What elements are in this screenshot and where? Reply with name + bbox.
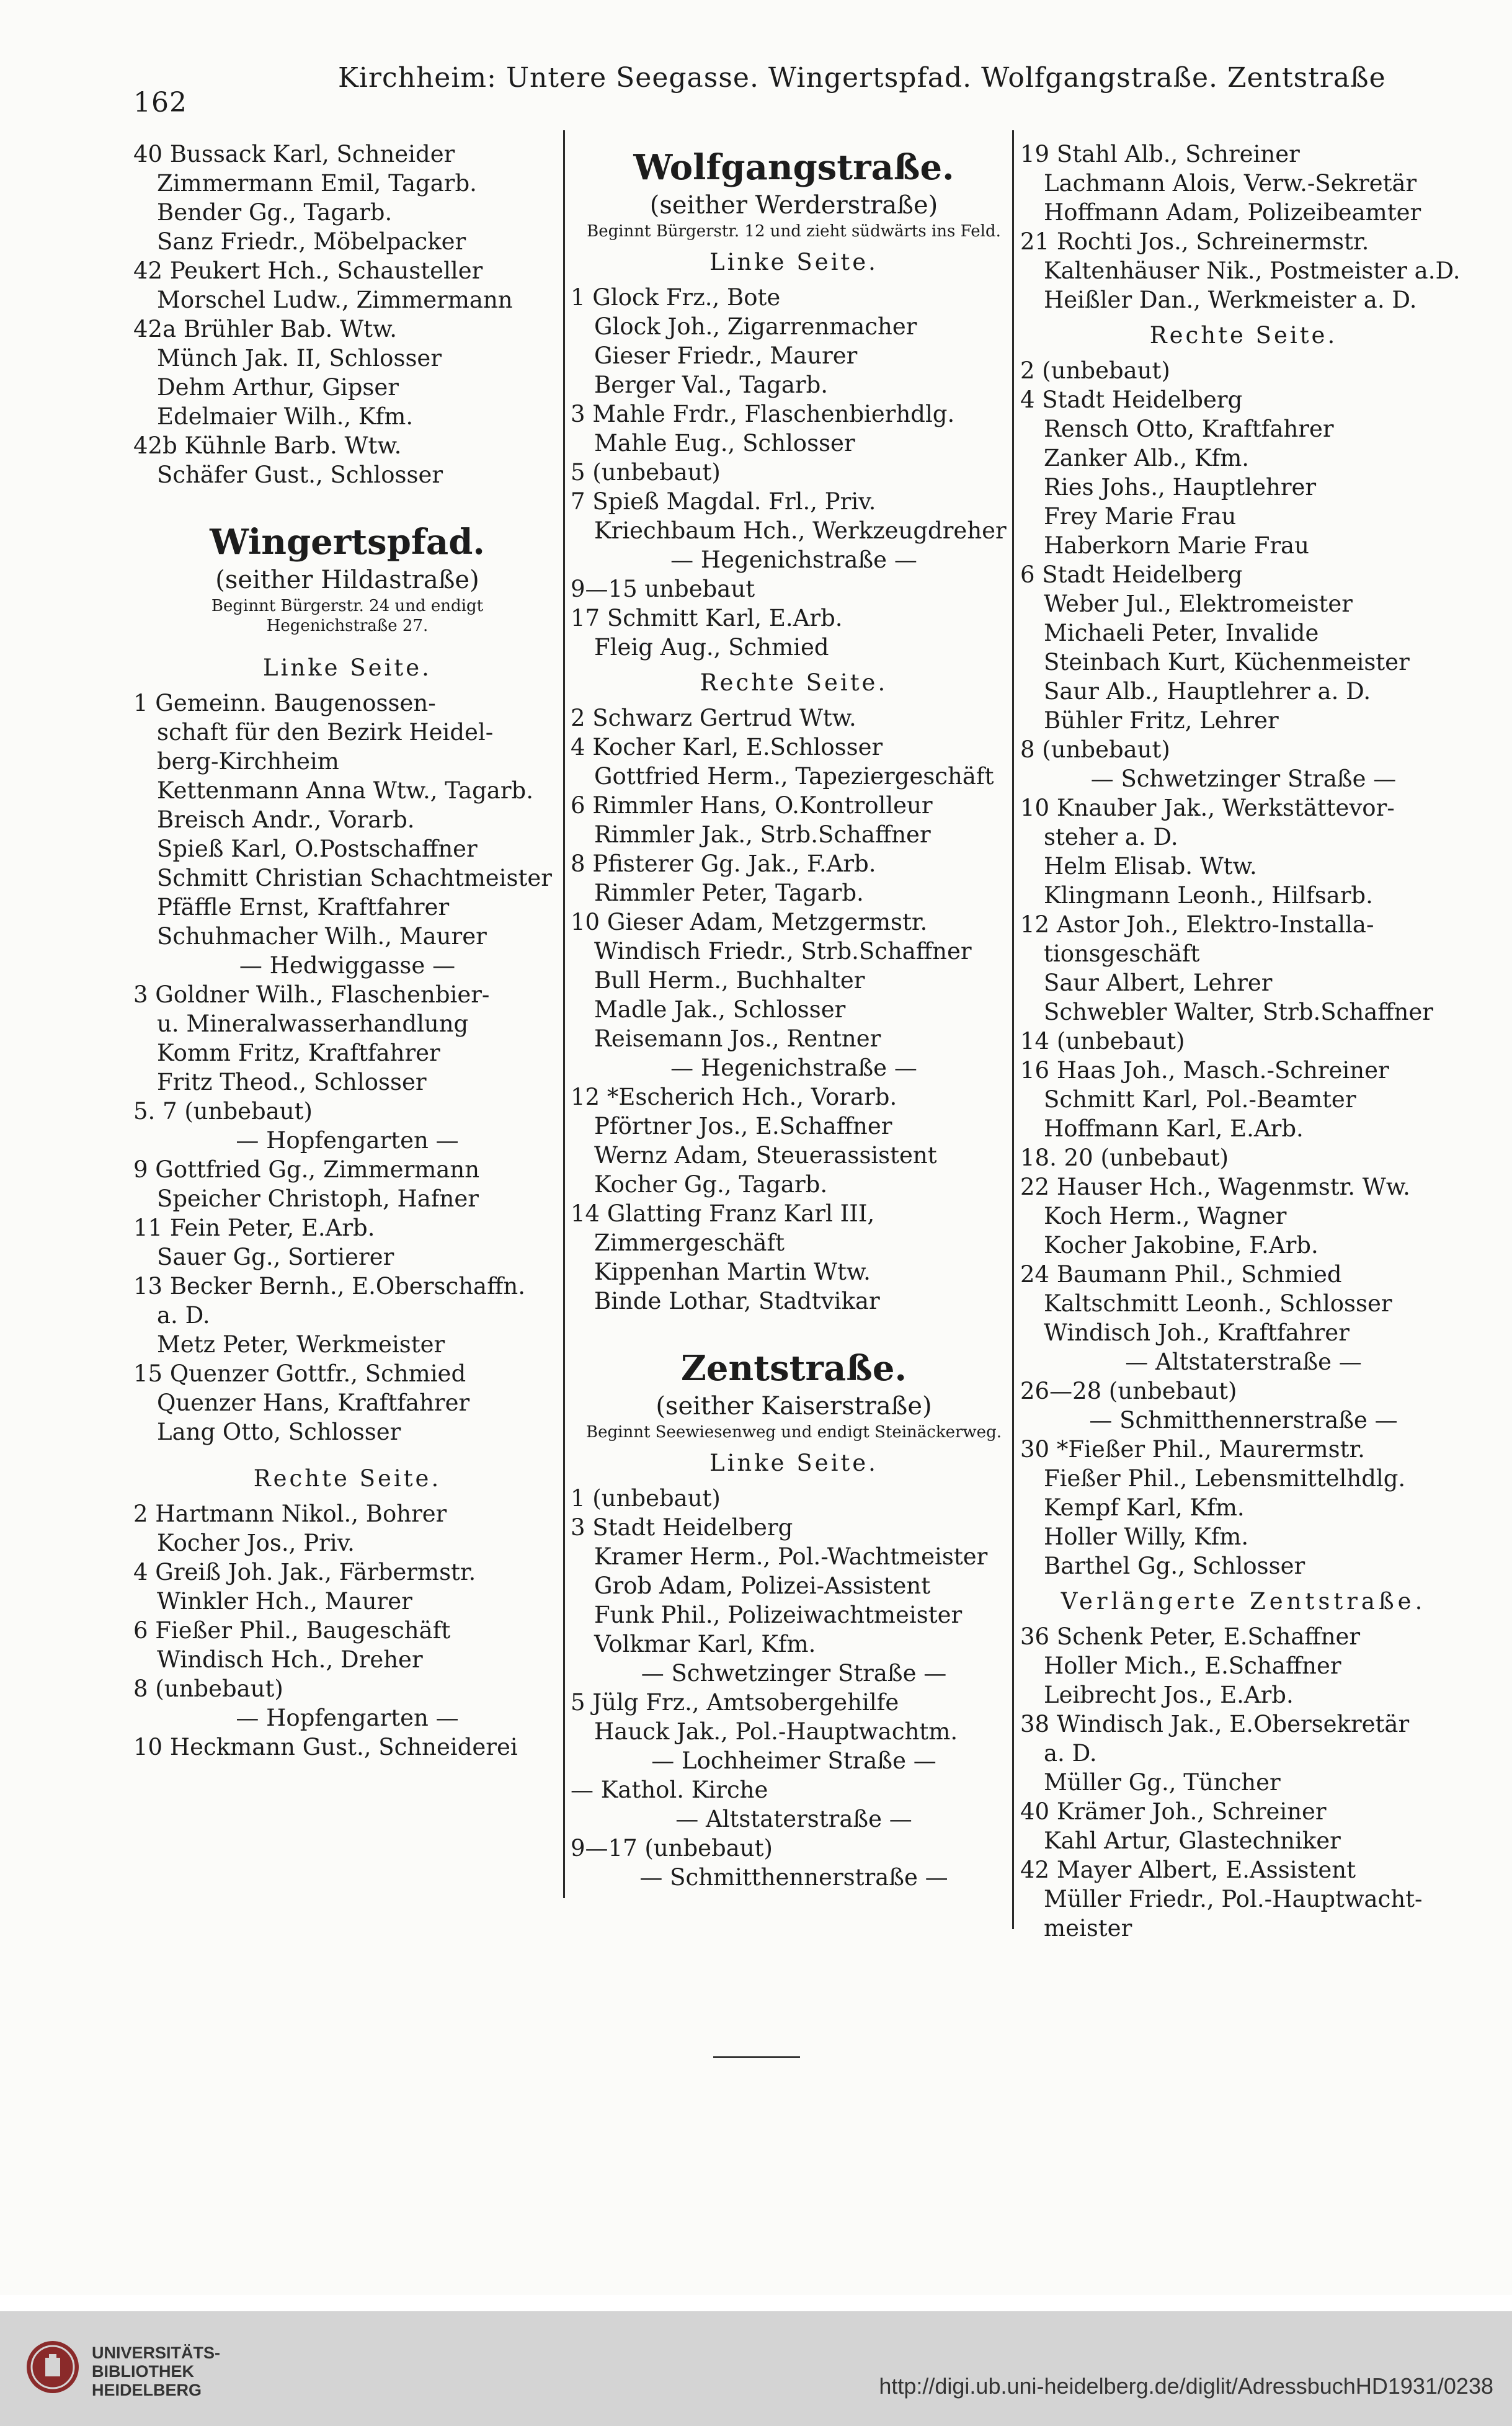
- list-left: [133, 689, 561, 1447]
- list-item: Windisch Joh., Kraftfahrer: [1044, 1319, 1350, 1346]
- crossing: — Hedwiggasse —: [239, 952, 456, 979]
- list-item: Kocher Gg., Tagarb.: [594, 1171, 828, 1198]
- list-item: Hoffmann Adam, Polizeibeamter: [1044, 199, 1421, 226]
- list-item: Kahl Artur, Glastechniker: [1044, 1827, 1341, 1854]
- crossing: — Altstaterstraße —: [675, 1806, 912, 1832]
- list-item: Kocher Jakobine, F.Arb.: [1044, 1232, 1319, 1259]
- list-item: Reisemann Jos., Rentner: [594, 1025, 881, 1052]
- side-heading: Rechte Seite.: [1149, 322, 1338, 349]
- list-item: Holler Willy, Kfm.: [1044, 1523, 1249, 1550]
- list-item: Fritz Theod., Schlosser: [157, 1069, 427, 1095]
- list-right: [133, 1499, 561, 1762]
- list-item: Glock Joh., Zigarrenmacher: [594, 313, 917, 340]
- list-item: 11 Fein Peter, E.Arb.: [133, 1215, 375, 1241]
- list-item: Kriechbaum Hch., Werkzeugdreher: [594, 517, 1007, 544]
- list-item: 10 Gieser Adam, Metzgermstr.: [571, 909, 928, 935]
- column-2: [571, 140, 1017, 1892]
- former-name: (seither Werderstraße): [649, 191, 938, 220]
- list-item: 17 Schmitt Karl, E.Arb.: [571, 605, 843, 631]
- list-item: Gieser Friedr., Maurer: [594, 342, 858, 369]
- institution-line: HEIDELBERG: [92, 2381, 202, 2399]
- list-item: 38 Windisch Jak., E.Obersekretär: [1020, 1711, 1410, 1737]
- list-item: Breisch Andr., Vorarb.: [157, 806, 415, 833]
- list-item: 1 Gemeinn. Baugenossen-: [133, 690, 436, 716]
- list-item: Frey Marie Frau: [1044, 503, 1237, 530]
- list-item: Steinbach Kurt, Küchenmeister: [1044, 649, 1410, 676]
- list-item: Morschel Ludw., Zimmermann: [157, 287, 513, 313]
- running-title: Kirchheim: Untere Seegasse. Wingertspfad. Wolfgangstraße. Zentstraße: [338, 62, 1386, 94]
- list-item: 21 Rochti Jos., Schreinermstr.: [1020, 228, 1369, 255]
- list-item: Barthel Gg., Schlosser: [1044, 1553, 1305, 1579]
- list-item: 12 Astor Joh., Elektro-Installa-: [1020, 911, 1374, 938]
- side-heading: Linke Seite.: [709, 249, 878, 275]
- list-item: 6 Rimmler Hans, O.Kontrolleur: [571, 792, 933, 819]
- list-item: Lang Otto, Schlosser: [157, 1419, 401, 1445]
- institution-line: BIBLIOTHEK: [92, 2362, 194, 2381]
- list-item: 14 (unbebaut): [1020, 1028, 1185, 1055]
- list-item: 14 Glatting Franz Karl III,: [571, 1200, 875, 1227]
- extension-heading: Verlängerte Zentstraße.: [1061, 1588, 1426, 1615]
- source-url-link[interactable]: http://digi.ub.uni-heidelberg.de/diglit/AdressbuchHD1931/0238: [879, 2373, 1493, 2399]
- list-item: Kramer Herm., Pol.-Wachtmeister: [594, 1543, 988, 1570]
- list-item: Funk Phil., Polizeiwachtmeister: [594, 1602, 963, 1628]
- end-rule: [713, 2056, 800, 2058]
- list-item: 15 Quenzer Gottfr., Schmied: [133, 1360, 466, 1387]
- list-item: 22 Hauser Hch., Wagenmstr. Ww.: [1020, 1174, 1410, 1200]
- crossing: — Hopfengarten —: [236, 1705, 459, 1731]
- list-item: Metz Peter, Werkmeister: [157, 1331, 445, 1358]
- list-item: Rensch Otto, Kraftfahrer: [1044, 416, 1334, 442]
- list-item: Binde Lothar, Stadtvikar: [594, 1288, 880, 1314]
- list-item: 16 Haas Joh., Masch.-Schreiner: [1020, 1057, 1389, 1084]
- list-item: Fleig Aug., Schmied: [594, 634, 829, 661]
- list-right: [1020, 356, 1467, 1581]
- list-item: Lachmann Alois, Verw.-Sekretär: [1044, 170, 1417, 197]
- list-item: Haberkorn Marie Frau: [1044, 532, 1309, 559]
- list-item: 8 (unbebaut): [133, 1675, 283, 1702]
- list-item: 5. 7 (unbebaut): [133, 1098, 313, 1125]
- list-item: Ries Johs., Hauptlehrer: [1044, 474, 1317, 501]
- list-item: 9—17 (unbebaut): [571, 1835, 773, 1862]
- list-item: Michaeli Peter, Invalide: [1044, 620, 1319, 646]
- list-item: a. D.: [1044, 1740, 1097, 1767]
- list-item: 42 Peukert Hch., Schausteller: [133, 257, 483, 284]
- list-item: Sauer Gg., Sortierer: [157, 1244, 394, 1270]
- crossing: — Schwetzinger Straße —: [1090, 765, 1397, 792]
- list-item: tionsgeschäft: [1044, 940, 1200, 967]
- list-item: Klingmann Leonh., Hilfsarb.: [1044, 882, 1373, 909]
- list-extension: [1020, 1622, 1467, 1943]
- list-item: Fießer Phil., Lebensmittelhdlg.: [1044, 1465, 1406, 1492]
- page-number: 162: [133, 87, 187, 118]
- list-item: 18. 20 (unbebaut): [1020, 1144, 1229, 1171]
- list-item: Müller Gg., Tüncher: [1044, 1769, 1281, 1796]
- side-heading: Rechte Seite.: [253, 1465, 442, 1492]
- list-item: Quenzer Hans, Kraftfahrer: [157, 1389, 470, 1416]
- list-item: Schuhmacher Wilh., Maurer: [157, 923, 487, 950]
- list-item: 1 (unbebaut): [571, 1485, 721, 1512]
- list-item: a. D.: [157, 1302, 210, 1329]
- crossing: — Hopfengarten —: [236, 1127, 459, 1154]
- list-item: 5 (unbebaut): [571, 459, 721, 486]
- list-item: steher a. D.: [1044, 824, 1178, 850]
- university-seal-icon: [25, 2339, 81, 2395]
- institution-line: UNIVERSITÄTS-: [92, 2343, 221, 2362]
- street-heading: Wolfgangstraße.: [633, 147, 954, 188]
- list-item: Winkler Hch., Maurer: [157, 1588, 412, 1615]
- list-item: Komm Fritz, Kraftfahrer: [157, 1040, 440, 1066]
- crossing: — Schwetzinger Straße —: [641, 1660, 947, 1687]
- list-item: Dehm Arthur, Gipser: [157, 374, 399, 401]
- list-item: 10 Heckmann Gust., Schneiderei: [133, 1734, 518, 1760]
- list-item: 8 Pfisterer Gg. Jak., F.Arb.: [571, 850, 876, 877]
- list-item: Weber Jul., Elektromeister: [1044, 591, 1353, 617]
- list-item: Rimmler Peter, Tagarb.: [594, 880, 864, 906]
- list-item: 3 Mahle Frdr., Flaschenbierhdlg.: [571, 401, 955, 427]
- list-item: 5 Jülg Frz., Amtsobergehilfe: [571, 1689, 899, 1716]
- list-item: Kaltschmitt Leonh., Schlosser: [1044, 1290, 1392, 1317]
- list-item: Zimmermann Emil, Tagarb.: [157, 170, 477, 197]
- list-item: Kettenmann Anna Wtw., Tagarb.: [157, 777, 533, 804]
- list-item: 42 Mayer Albert, E.Assistent: [1020, 1857, 1356, 1883]
- list-item: Kippenhan Martin Wtw.: [594, 1259, 871, 1285]
- list-item: Müller Friedr., Pol.-Hauptwacht-: [1044, 1886, 1423, 1912]
- list-item: schaft für den Bezirk Heidel-: [157, 719, 494, 746]
- list-item: 42b Kühnle Barb. Wtw.: [133, 432, 402, 459]
- list-item: 9—15 unbebaut: [571, 576, 755, 602]
- list-item: 40 Krämer Joh., Schreiner: [1020, 1798, 1327, 1825]
- list-item: Bender Gg., Tagarb.: [157, 199, 393, 226]
- crossing: — Altstaterstraße —: [1125, 1349, 1362, 1375]
- street-heading: Zentstraße.: [681, 1348, 907, 1389]
- list-item: 9 Gottfried Gg., Zimmermann: [133, 1156, 480, 1183]
- list-item: 4 Kocher Karl, E.Schlosser: [571, 734, 883, 760]
- list-item: 42a Brühler Bab. Wtw.: [133, 316, 398, 342]
- list-item: Bühler Fritz, Lehrer: [1044, 707, 1279, 734]
- former-name: (seither Kaiserstraße): [656, 1392, 932, 1420]
- list-item: Gottfried Herm., Tapeziergeschäft: [594, 763, 994, 790]
- side-heading: Linke Seite.: [263, 654, 432, 681]
- list-item: Speicher Christoph, Hafner: [157, 1185, 479, 1212]
- list-item: u. Mineralwasserhandlung: [157, 1010, 469, 1037]
- column-1: [133, 140, 561, 1762]
- list-item: berg-Kirchheim: [157, 748, 339, 775]
- list-item: Pfäffle Ernst, Kraftfahrer: [157, 894, 450, 921]
- list-item: 6 Fießer Phil., Baugeschäft: [133, 1617, 451, 1644]
- list-item: 2 Schwarz Gertrud Wtw.: [571, 705, 856, 731]
- column-divider: [563, 130, 565, 1898]
- street-heading: Wingertspfad.: [210, 522, 485, 563]
- list-item: Edelmaier Wilh., Kfm.: [157, 403, 414, 430]
- list-item: 2 Hartmann Nikol., Bohrer: [133, 1501, 447, 1527]
- institution-name: [92, 2343, 220, 2399]
- list-item: Schmitt Karl, Pol.-Beamter: [1044, 1086, 1356, 1113]
- list-item: Kocher Jos., Priv.: [157, 1530, 355, 1556]
- list-top: [1020, 140, 1467, 314]
- list-item: 36 Schenk Peter, E.Schaffner: [1020, 1623, 1361, 1650]
- street-note: Beginnt Bürgerstr. 12 und zieht südwärts ins Feld.: [587, 222, 1001, 241]
- crossing: — Hegenichstraße —: [670, 1055, 917, 1081]
- viewer-footer: [0, 2311, 1512, 2426]
- list-item: Heißler Dan., Werkmeister a. D.: [1044, 287, 1417, 313]
- list-item: Volkmar Karl, Kfm.: [594, 1631, 816, 1657]
- list-item: Schwebler Walter, Strb.Schaffner: [1044, 999, 1433, 1025]
- list-item: Grob Adam, Polizei-Assistent: [594, 1572, 931, 1599]
- former-name: (seither Hildastraße): [215, 566, 479, 594]
- crossing: — Lochheimer Straße —: [651, 1747, 936, 1774]
- list-item: meister: [1044, 1915, 1132, 1942]
- list-item: Schäfer Gust., Schlosser: [157, 462, 443, 488]
- list-item: Zanker Alb., Kfm.: [1044, 445, 1250, 471]
- list-item: Rimmler Jak., Strb.Schaffner: [594, 821, 931, 848]
- list-item: Sanz Friedr., Möbelpacker: [157, 228, 466, 255]
- list-item: 4 Stadt Heidelberg: [1020, 386, 1243, 413]
- list-item: Wernz Adam, Steuerassistent: [594, 1142, 937, 1169]
- street-note: Beginnt Bürgerstr. 24 und endigt Hegenichstraße 27.: [211, 597, 484, 635]
- list-top: [133, 140, 561, 489]
- list-item: 30 *Fießer Phil., Maurermstr.: [1020, 1436, 1365, 1463]
- list-item: Pförtner Jos., E.Schaffner: [594, 1113, 892, 1139]
- list-item: 10 Knauber Jak., Werkstättevor-: [1020, 795, 1395, 821]
- list-item: 7 Spieß Magdal. Frl., Priv.: [571, 488, 876, 515]
- list-item: 13 Becker Bernh., E.Oberschaffn.: [133, 1273, 525, 1300]
- list-item: 3 Goldner Wilh., Flaschenbier-: [133, 981, 490, 1008]
- list-item: Kempf Karl, Kfm.: [1044, 1494, 1245, 1521]
- list-item: 6 Stadt Heidelberg: [1020, 561, 1243, 588]
- crossing: — Schmitthennerstraße —: [1089, 1407, 1398, 1434]
- list-item: Windisch Hch., Dreher: [157, 1646, 423, 1673]
- list-item: 8 (unbebaut): [1020, 736, 1170, 763]
- list-item: 40 Bussack Karl, Schneider: [133, 141, 455, 167]
- list-item: Holler Mich., E.Schaffner: [1044, 1652, 1341, 1679]
- crossing: — Schmitthennerstraße —: [639, 1864, 948, 1891]
- list-item: Münch Jak. II, Schlosser: [157, 345, 442, 372]
- list-item: Mahle Eug., Schlosser: [594, 430, 855, 457]
- list-item: Schmitt Christian Schachtmeister: [157, 865, 552, 891]
- street-note: Beginnt Seewiesenweg und endigt Steinäckerweg.: [586, 1423, 1002, 1442]
- list-item: Spieß Karl, O.Postschaffner: [157, 836, 478, 862]
- list-item: Saur Alb., Hauptlehrer a. D.: [1044, 678, 1371, 705]
- list-item: Madle Jak., Schlosser: [594, 996, 846, 1023]
- side-heading: Linke Seite.: [709, 1450, 878, 1476]
- list-left-2: [571, 1484, 1017, 1892]
- list-item: Berger Val., Tagarb.: [594, 372, 829, 398]
- list-item: Zimmergeschäft: [594, 1229, 785, 1256]
- list-item: 12 *Escherich Hch., Vorarb.: [571, 1084, 897, 1110]
- list-item: 3 Stadt Heidelberg: [571, 1514, 793, 1541]
- page-header: [133, 62, 1386, 118]
- list-item: Saur Albert, Lehrer: [1044, 970, 1273, 996]
- list-item: Leibrecht Jos., E.Arb.: [1044, 1682, 1294, 1708]
- list-item: Windisch Friedr., Strb.Schaffner: [594, 938, 972, 965]
- list-item: Bull Herm., Buchhalter: [594, 967, 865, 994]
- list-item: 19 Stahl Alb., Schreiner: [1020, 141, 1300, 167]
- list-item: 4 Greiß Joh. Jak., Färbermstr.: [133, 1559, 476, 1585]
- list-item: Koch Herm., Wagner: [1044, 1203, 1287, 1229]
- list-item: Kaltenhäuser Nik., Postmeister a.D.: [1044, 257, 1461, 284]
- list-item: 1 Glock Frz., Bote: [571, 284, 781, 311]
- list-item: Helm Elisab. Wtw.: [1044, 853, 1257, 880]
- column-3: [1020, 140, 1467, 1943]
- list-item: 24 Baumann Phil., Schmied: [1020, 1261, 1342, 1288]
- list-right: [571, 703, 1017, 1316]
- list-left: [571, 283, 1017, 662]
- list-item: — Kathol. Kirche: [571, 1777, 768, 1803]
- side-heading: Rechte Seite.: [700, 669, 888, 696]
- crossing: — Hegenichstraße —: [670, 546, 917, 573]
- list-item: Hoffmann Karl, E.Arb.: [1044, 1115, 1304, 1142]
- list-item: 26—28 (unbebaut): [1020, 1378, 1237, 1404]
- list-item: Hauck Jak., Pol.-Hauptwachtm.: [594, 1718, 958, 1745]
- list-item: 2 (unbebaut): [1020, 357, 1170, 384]
